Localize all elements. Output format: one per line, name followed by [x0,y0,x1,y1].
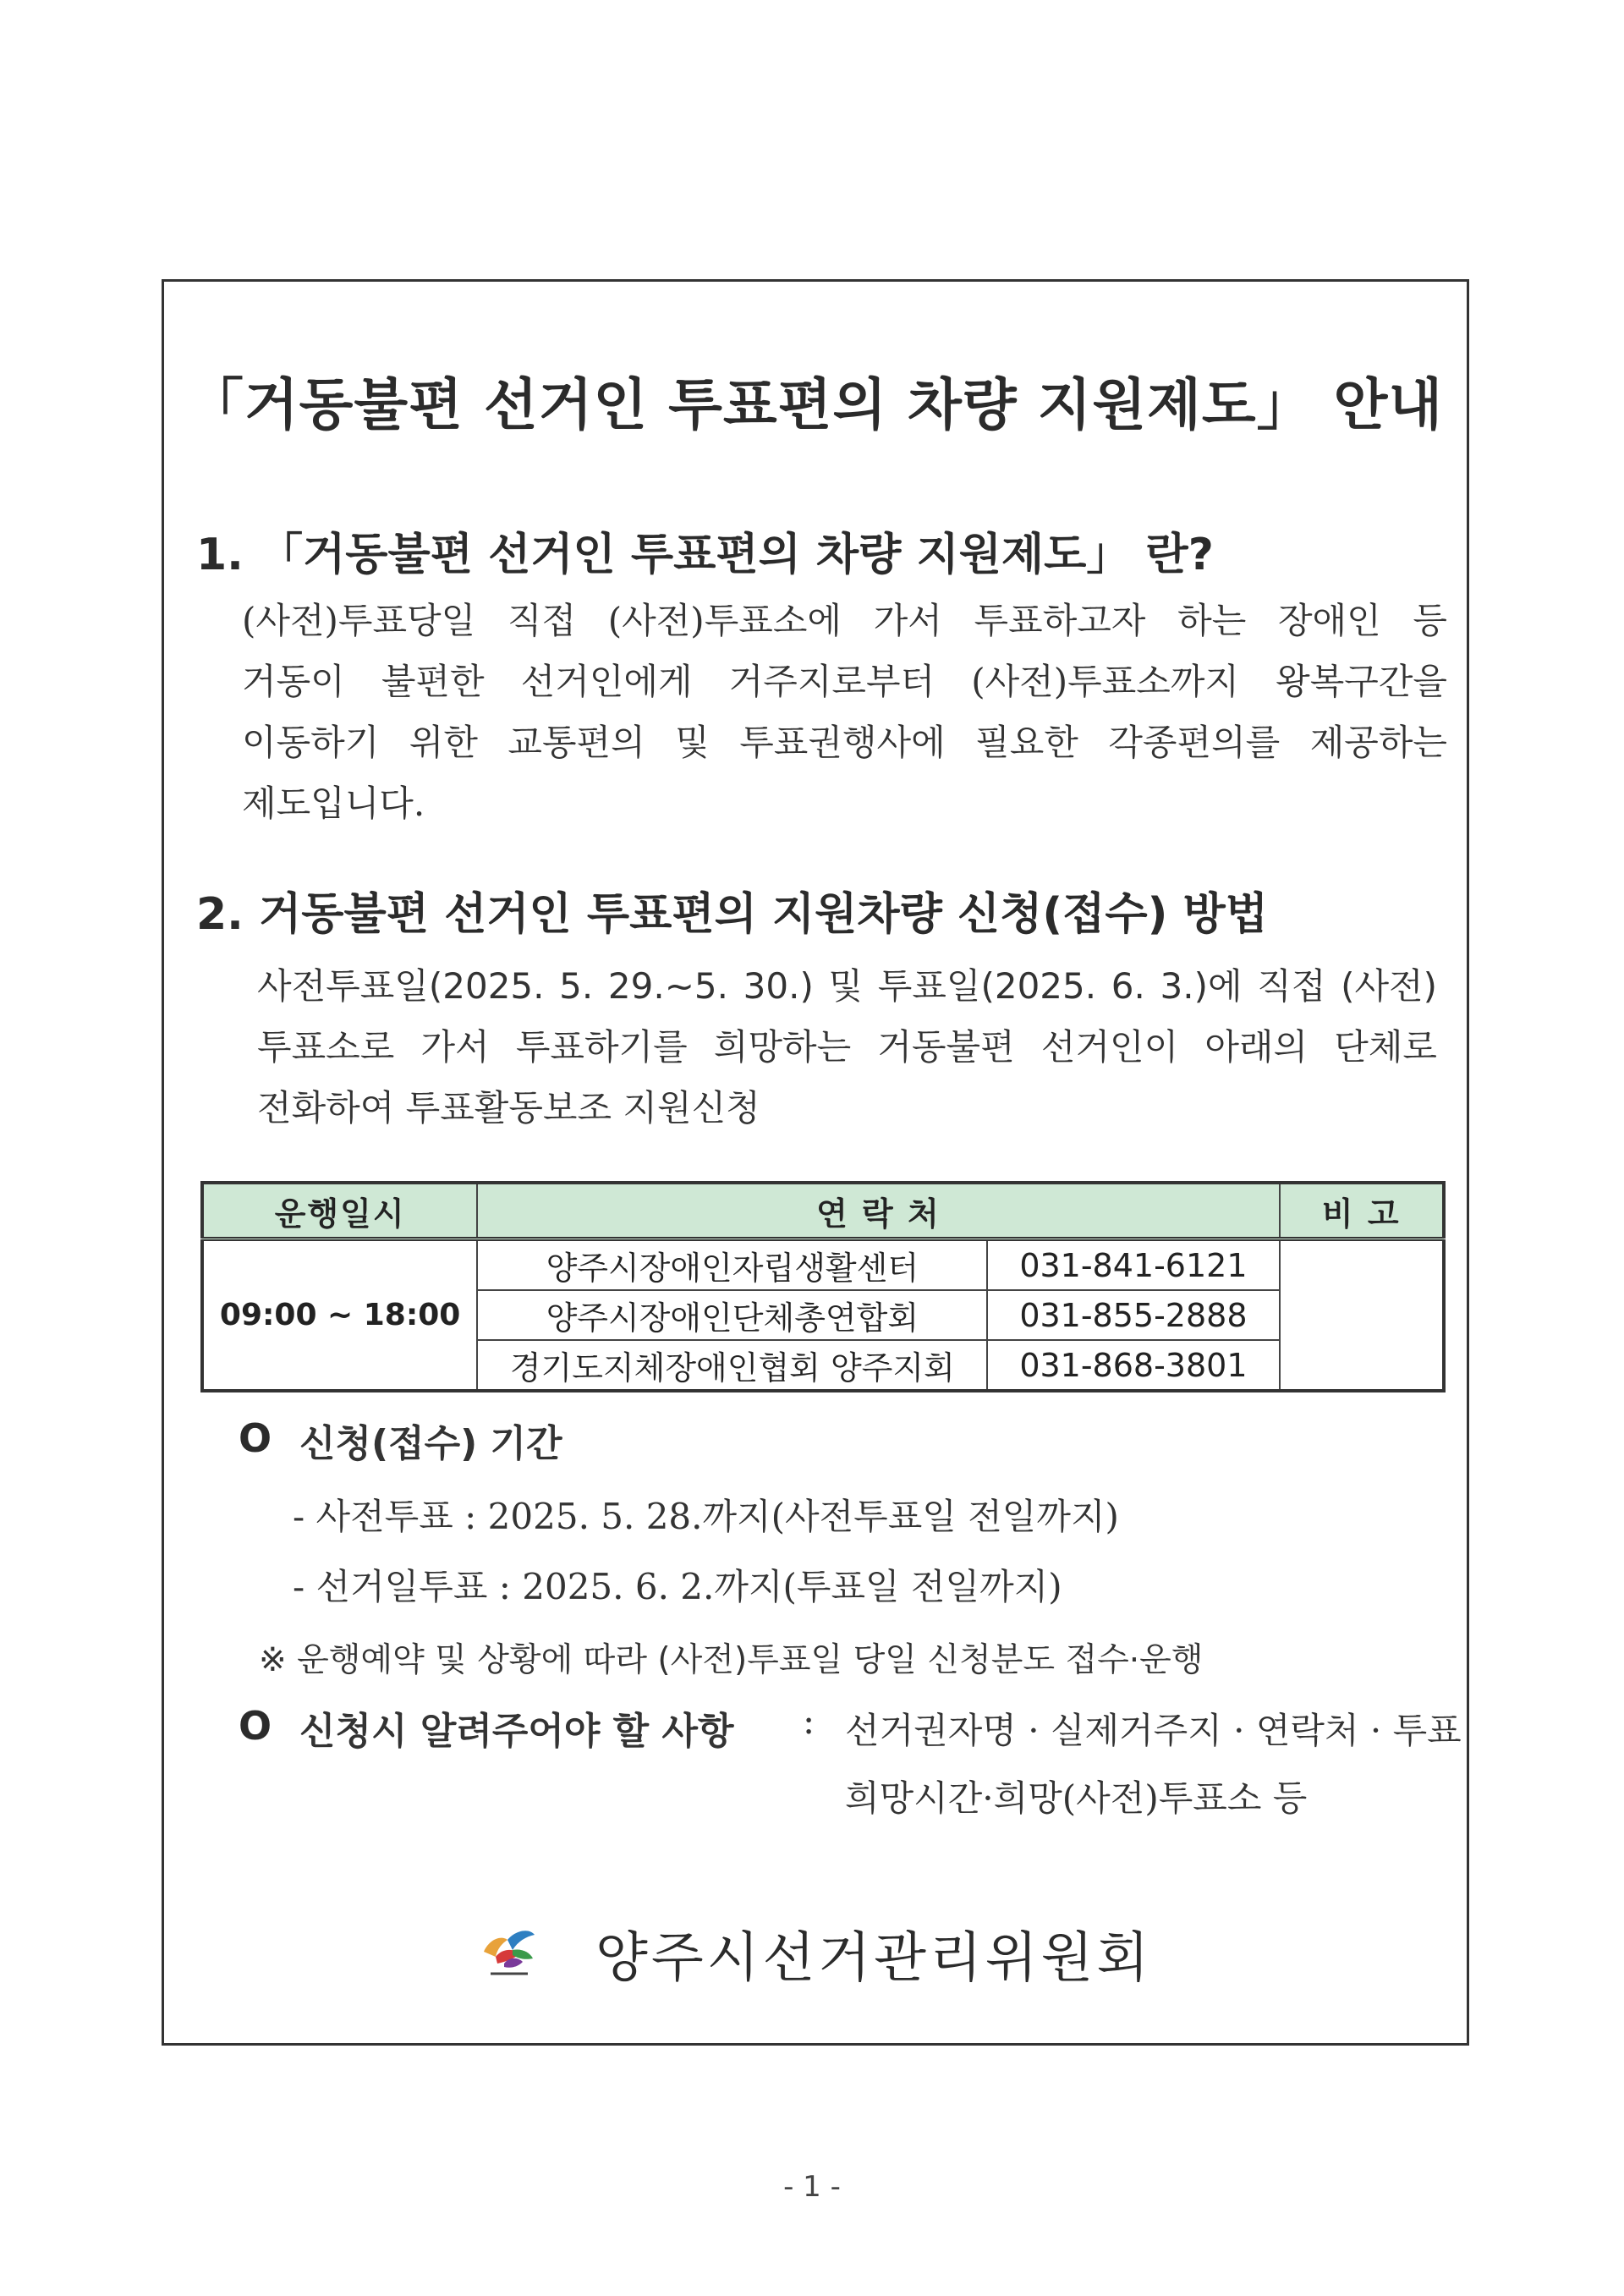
page-title: 「거동불편 선거인 투표편의 차량 지원제도」 안내 [187,372,1444,437]
period-bullet: O [239,1415,272,1461]
note-cell [1280,1239,1445,1392]
document-frame [162,279,1469,2046]
section2-heading: 2. 거동불편 선거인 투표편의 지원차량 신청(접수) 방법 [196,889,1268,940]
period-remark: ※ 운행예약 및 상황에 따라 (사전)투표일 당일 신청분도 접수·운행 [259,1641,1204,1679]
section2-line-1: 사전투표일(2025. 5. 29.~5. 30.) 및 투표일(2025. 6. 3.)에 직접 (사전) [257,965,1437,1007]
info-line-2: 희망시간·희망(사전)투표소 등 [845,1777,1308,1819]
section1-line-3: 이동하기 위한 교통편의 및 투표권행사에 필요한 각종편의를 제공하는 [242,722,1447,763]
period-item-election-day: - 선거일투표 : 2025. 6. 2.까지(투표일 전일까지) [293,1566,1062,1607]
section2-line-2: 투표소로 가서 투표하기를 희망하는 거동불편 선거인이 아래의 단체로 [257,1026,1437,1068]
election-commission-logo-icon [479,1914,540,1982]
contact-table [200,1181,1446,1392]
org-name: 양주시장애인단체총연합회 [477,1290,987,1340]
period-heading: 신청(접수) 기간 [299,1422,562,1465]
info-bullet: O [239,1703,272,1749]
section1-line-1: (사전)투표당일 직접 (사전)투표소에 가서 투표하고자 하는 장애인 등 [242,600,1447,641]
info-colon: : [803,1700,815,1742]
header-note: 비 고 [1280,1183,1445,1239]
section1-line-4: 제도입니다. [242,783,425,824]
header-time: 운행일시 [202,1183,477,1239]
page-number: - 1 - [783,2170,841,2204]
section1-line-2: 거동이 불편한 선거인에게 거주지로부터 (사전)투표소까지 왕복구간을 [242,661,1447,702]
organization-name: 양주시선거관리위원회 [595,1927,1153,1990]
info-line-1: 선거권자명 · 실제거주지 · 연락처 · 투표 [845,1710,1462,1751]
operating-hours: 09:00 ~ 18:00 [202,1239,477,1392]
period-item-advance: - 사전투표 : 2025. 5. 28.까지(사전투표일 전일까지) [293,1496,1119,1537]
phone-number: 031-868-3801 [987,1340,1279,1391]
table-row [202,1239,1444,1291]
header-contact: 연 락 처 [477,1183,1279,1239]
org-name: 경기도지체장애인협회 양주지회 [477,1340,987,1391]
info-heading: 신청시 알려주어야 할 사항 [299,1710,734,1753]
table-header-row [202,1183,1444,1239]
section2-line-3: 전화하여 투표활동보조 지원신청 [257,1087,760,1129]
phone-number: 031-841-6121 [987,1239,1279,1291]
phone-number: 031-855-2888 [987,1290,1279,1340]
org-name: 양주시장애인자립생활센터 [477,1239,987,1291]
section1-heading: 1. 「거동불편 선거인 투표편의 차량 지원제도」 란? [196,530,1214,580]
